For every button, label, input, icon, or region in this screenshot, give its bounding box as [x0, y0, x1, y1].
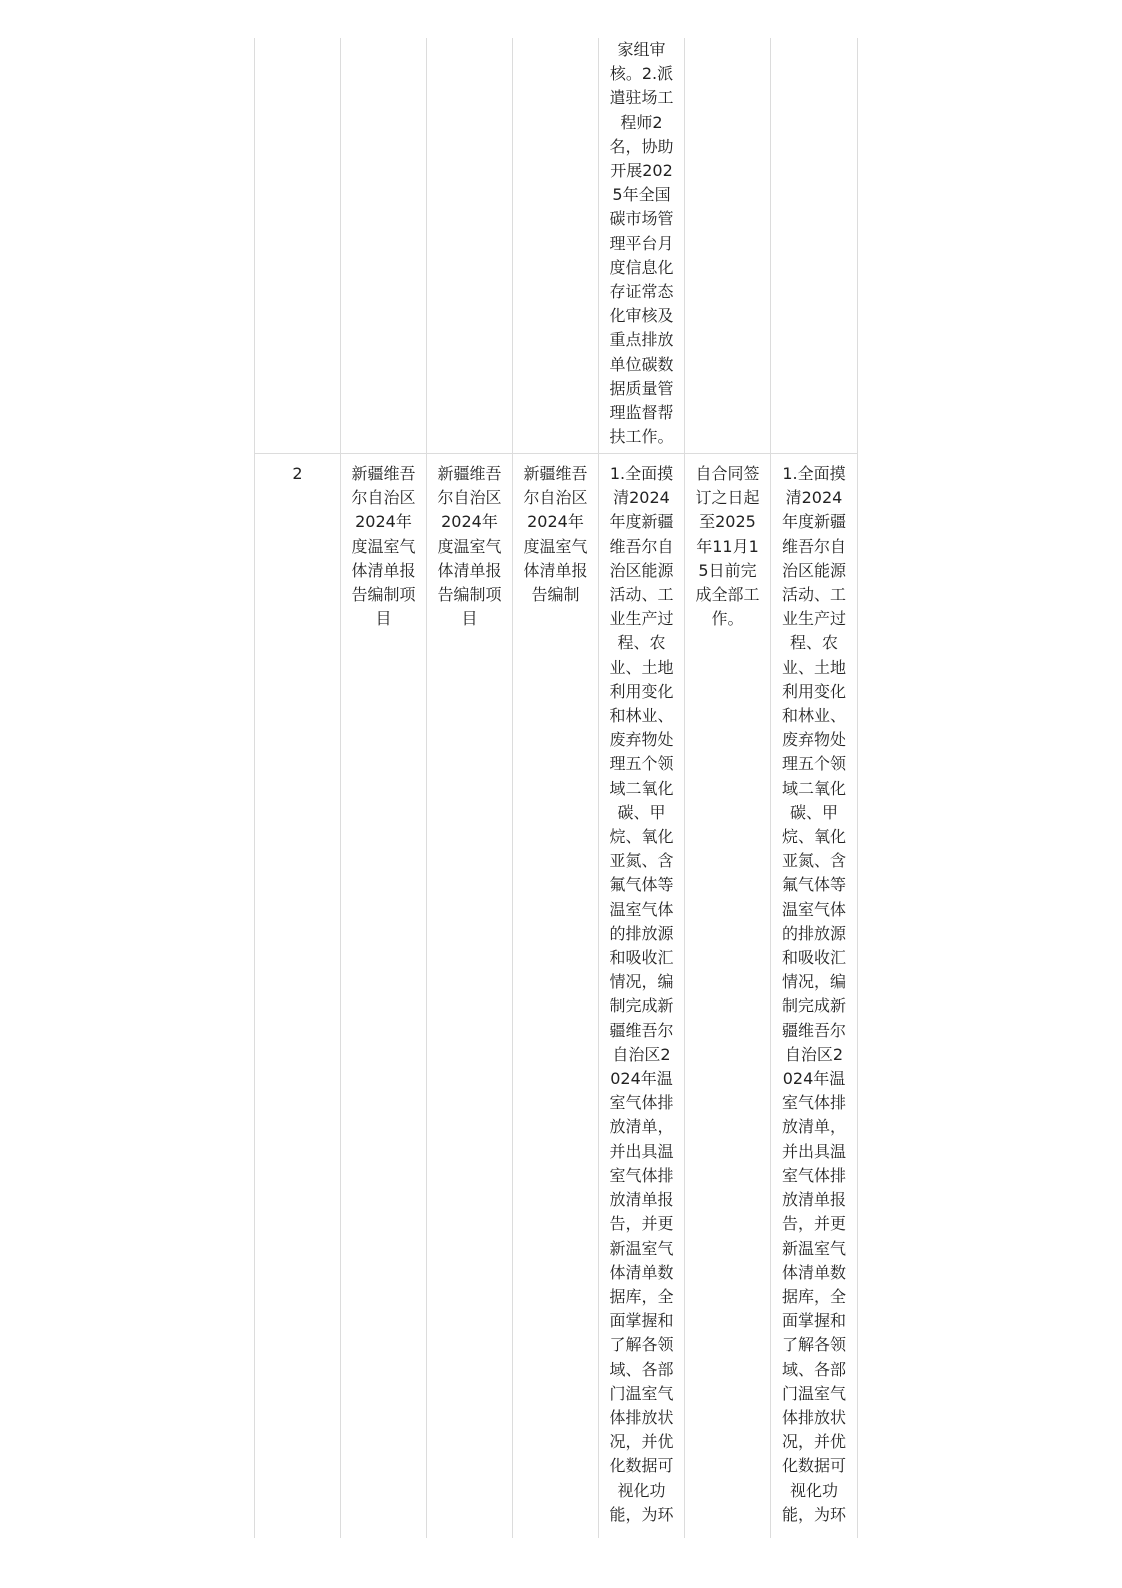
cell-project-name — [341, 454, 427, 1539]
cell-project-name — [341, 38, 427, 454]
cell-deliverables — [771, 38, 858, 454]
cell-content-text: 新疆维吾尔自治区2024年度温室气体清单报告编制 — [523, 464, 588, 605]
table-row — [255, 454, 858, 1539]
table-row — [255, 38, 858, 454]
cell-package-name — [427, 38, 513, 454]
cell-requirements-text: 1.全面摸清2024年度新疆维吾尔自治区能源活动、工业生产过程、农业、土地利用变化和林业、废弃物处理五个领域二氧化碳、甲烷、氧化亚氮、含氟气体等温室气体的排放源和吸收汇情况，编制完成新疆维吾尔自治区2024年温室气体排放清单，并出具温室气体排放清单报告，并更新温室气体清单数据库，全面掌握和了解各领域、各部门温室气体排放状况，并优化数据可视化功能，为环 — [609, 464, 674, 1524]
procurement-table — [254, 38, 858, 1538]
cell-requirements — [599, 38, 685, 454]
cell-requirements-text: 家组审核。2.派遣驻场工程师2名，协助开展2025年全国碳市场管理平台月度信息化存证常态化审核及重点排放单位碳数据质量管理监督帮扶工作。 — [609, 40, 674, 447]
cell-deadline — [685, 38, 771, 454]
cell-package-name-text: 新疆维吾尔自治区2024年度温室气体清单报告编制项目 — [437, 464, 502, 629]
cell-deliverables — [771, 454, 858, 1539]
cell-deadline — [685, 454, 771, 1539]
cell-deliverables-text: 1.全面摸清2024年度新疆维吾尔自治区能源活动、工业生产过程、农业、土地利用变化和林业、废弃物处理五个领域二氧化碳、甲烷、氧化亚氮、含氟气体等温室气体的排放源和吸收汇情况，编制完成新疆维吾尔自治区2024年温室气体排放清单，并出具温室气体排放清单报告，并更新温室气体清单数据库，全面掌握和了解各领域、各部门温室气体排放状况，并优化数据可视化功能，为环 — [781, 464, 846, 1524]
cell-project-name-text: 新疆维吾尔自治区2024年度温室气体清单报告编制项目 — [351, 464, 416, 629]
cell-content — [513, 38, 599, 454]
cell-number — [255, 454, 341, 1539]
cell-package-name — [427, 454, 513, 1539]
cell-deadline-text: 自合同签订之日起至2025年11月15日前完成全部工作。 — [695, 464, 760, 629]
cell-requirements — [599, 454, 685, 1539]
cell-number-text: 2 — [292, 464, 303, 483]
cell-number — [255, 38, 341, 454]
cell-content — [513, 454, 599, 1539]
